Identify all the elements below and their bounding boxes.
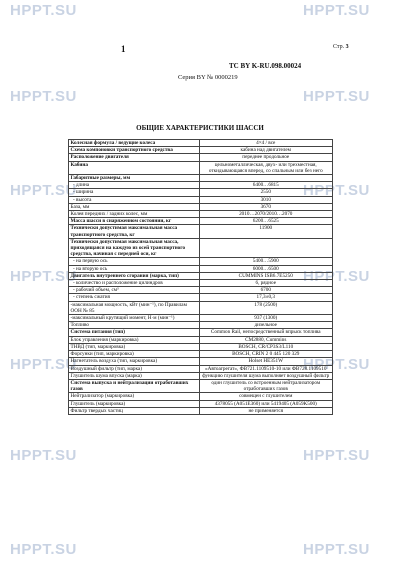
spec-value: 6400…6815 bbox=[199, 182, 333, 189]
spec-value: 4378055 (A051E360) или 5419405 (A059K500) bbox=[199, 400, 333, 407]
watermark-left-5: HPPT.SU bbox=[10, 356, 77, 373]
spec-value: 11900 bbox=[199, 225, 333, 238]
spec-value: 2010…2070/2010…2070 bbox=[199, 211, 333, 218]
spec-row bbox=[69, 161, 333, 174]
spec-value: дизельное bbox=[199, 322, 333, 329]
spec-value: Common Rail, непосредственный впрыск топлива bbox=[199, 329, 333, 336]
spec-param: Схема компоновки транспортного средства bbox=[69, 147, 200, 154]
spec-param: - на первую ось bbox=[69, 258, 200, 265]
spec-value: 3670 bbox=[199, 203, 333, 210]
spec-row bbox=[69, 301, 333, 314]
spec-param: - высота bbox=[69, 196, 200, 203]
watermark-left-6: HPPT.SU bbox=[10, 447, 77, 464]
spec-row bbox=[69, 211, 333, 218]
spec-value: 937 (1300) bbox=[199, 315, 333, 322]
spec-row bbox=[69, 372, 333, 379]
spec-value: 3010 bbox=[199, 196, 333, 203]
spec-param: - степень сжатия bbox=[69, 294, 200, 301]
spec-value: кабина над двигателем bbox=[199, 147, 333, 154]
page-number: 1 bbox=[121, 44, 126, 54]
spec-value: CUMMINS ISB6.7E5250 bbox=[199, 272, 333, 279]
spec-param: Габаритные размеры, мм bbox=[69, 175, 200, 182]
page-value: 3 bbox=[345, 44, 349, 50]
spec-param: - длина bbox=[69, 182, 200, 189]
spec-value: «Автоагрегат», ФВ721.1109510-10 или ФВ728.1109510 bbox=[199, 365, 333, 372]
spec-value: Holset HE351W bbox=[199, 358, 333, 365]
spec-row bbox=[69, 400, 333, 407]
spec-value: BOSCH, CRIN 2 0 445 120 329 bbox=[199, 351, 333, 358]
page-reference bbox=[333, 44, 349, 50]
spec-table bbox=[68, 139, 333, 415]
watermark-right-3: HPPT.SU bbox=[303, 182, 370, 199]
spec-param: Технически допустимая максимальная масса транспортного средства, кг bbox=[69, 225, 200, 238]
spec-param: - на вторую ось bbox=[69, 265, 200, 272]
spec-row bbox=[69, 358, 333, 365]
watermark-right-1: HPPT.SU bbox=[303, 2, 370, 19]
spec-value: цельнометаллическая, двух- или трехместная, откидывающаяся вперед, со спальным или без него bbox=[199, 161, 333, 174]
spec-value: совмещен с глушителем bbox=[199, 393, 333, 400]
spec-param: Блок управления (маркировка) bbox=[69, 336, 200, 343]
spec-value: 2550 bbox=[199, 189, 333, 196]
spec-row bbox=[69, 182, 333, 189]
spec-param: -максимальный крутящий момент, Н·м (мин⁻¹) bbox=[69, 315, 200, 322]
spec-row bbox=[69, 154, 333, 161]
spec-value bbox=[199, 175, 333, 182]
spec-param: Фильтр твердых частиц bbox=[69, 407, 200, 414]
spec-param: Технически допустимая максимальная масса, приходящаяся на каждую из осей транспортного средства, начиная с передней оси, кг bbox=[69, 238, 200, 258]
spec-value: не применяется bbox=[199, 407, 333, 414]
spec-row bbox=[69, 258, 333, 265]
spec-param: - рабочий объем, см³ bbox=[69, 287, 200, 294]
spec-row bbox=[69, 189, 333, 196]
spec-param: Нагнетатель воздуха (тип, маркировка) bbox=[69, 358, 200, 365]
page-label: Стр. bbox=[333, 44, 345, 50]
spec-value: переднее продольное bbox=[199, 154, 333, 161]
spec-row bbox=[69, 336, 333, 343]
spec-value: функцию глушителя шума выполняет воздушный фильтр bbox=[199, 372, 333, 379]
spec-param: Расположение двигателя bbox=[69, 154, 200, 161]
spec-row bbox=[69, 280, 333, 287]
watermark-right-4: HPPT.SU bbox=[303, 268, 370, 285]
spec-value: 6200…6525 bbox=[199, 218, 333, 225]
spec-param: Воздушный фильтр (тип, марка) bbox=[69, 365, 200, 372]
spec-row bbox=[69, 140, 333, 147]
spec-row bbox=[69, 393, 333, 400]
spec-param: ТНВД (тип, маркировка) bbox=[69, 343, 200, 350]
series-number: Серия BY № 0000219 bbox=[178, 74, 238, 81]
spec-value: CM2880, Cummins bbox=[199, 336, 333, 343]
spec-param: -максимальная мощность, кВт (мин⁻¹), по Правилам ООН № 85 bbox=[69, 301, 200, 314]
spec-value: BOSCH, CR/CP3S3/L110 bbox=[199, 343, 333, 350]
spec-param: Колесная формула / ведущие колеса bbox=[69, 140, 200, 147]
spec-param: Нейтрализатор (маркировка) bbox=[69, 393, 200, 400]
spec-value: 178 (2500) bbox=[199, 301, 333, 314]
spec-table-body bbox=[69, 140, 333, 415]
spec-row bbox=[69, 203, 333, 210]
spec-row bbox=[69, 175, 333, 182]
spec-row bbox=[69, 322, 333, 329]
spec-row bbox=[69, 351, 333, 358]
spec-param: Масса шасси в снаряженном состоянии, кг bbox=[69, 218, 200, 225]
spec-row bbox=[69, 218, 333, 225]
spec-row bbox=[69, 365, 333, 372]
watermark-right-6: HPPT.SU bbox=[303, 447, 370, 464]
spec-value: 5400…5900 bbox=[199, 258, 333, 265]
spec-row bbox=[69, 329, 333, 336]
spec-row bbox=[69, 379, 333, 392]
spec-param: Система выпуска и нейтрализации отработавших газов bbox=[69, 379, 200, 392]
spec-param: Глушитель (маркировка) bbox=[69, 400, 200, 407]
watermark-left-3: HPPT.SU bbox=[10, 182, 77, 199]
section-title: ОБЩИЕ ХАРАКТЕРИСТИКИ ШАССИ bbox=[136, 124, 264, 132]
spec-param: Топливо bbox=[69, 322, 200, 329]
spec-value: 6, рядное bbox=[199, 280, 333, 287]
spec-param: Форсунки (тип, маркировка) bbox=[69, 351, 200, 358]
spec-value: 6700 bbox=[199, 287, 333, 294]
spec-row bbox=[69, 196, 333, 203]
spec-param: Двигатель внутреннего сгорания (марка, тип) bbox=[69, 272, 200, 279]
spec-value: 4×4 / все bbox=[199, 140, 333, 147]
watermark-right-2: HPPT.SU bbox=[303, 88, 370, 105]
watermark-right-5: HPPT.SU bbox=[303, 356, 370, 373]
watermark-right-7: HPPT.SU bbox=[303, 541, 370, 558]
tc-number: ТС BY K-RU.098.00024 bbox=[229, 62, 302, 70]
spec-row bbox=[69, 315, 333, 322]
spec-param: Колея передних / задних колес, мм bbox=[69, 211, 200, 218]
spec-row bbox=[69, 272, 333, 279]
spec-row bbox=[69, 287, 333, 294]
spec-value: 6000…6500 bbox=[199, 265, 333, 272]
spec-value: один глушитель со встроенным нейтрализатором отработавших газов bbox=[199, 379, 333, 392]
spec-row bbox=[69, 238, 333, 258]
spec-row bbox=[69, 265, 333, 272]
watermark-left-7: HPPT.SU bbox=[10, 541, 77, 558]
spec-param: База, мм bbox=[69, 203, 200, 210]
spec-row bbox=[69, 225, 333, 238]
spec-param: Глушитель шума впуска (марка) bbox=[69, 372, 200, 379]
spec-row bbox=[69, 407, 333, 414]
watermark-left-4: HPPT.SU bbox=[10, 268, 77, 285]
spec-value bbox=[199, 238, 333, 258]
spec-param: - количество и расположение цилиндров bbox=[69, 280, 200, 287]
spec-row bbox=[69, 147, 333, 154]
watermark-left-1: HPPT.SU bbox=[10, 2, 77, 19]
watermark-left-2: HPPT.SU bbox=[10, 88, 77, 105]
spec-param: Система питания (тип) bbox=[69, 329, 200, 336]
spec-param: - ширина bbox=[69, 189, 200, 196]
spec-row bbox=[69, 343, 333, 350]
spec-param: Кабина bbox=[69, 161, 200, 174]
spec-row bbox=[69, 294, 333, 301]
spec-value: 17,3±0,3 bbox=[199, 294, 333, 301]
